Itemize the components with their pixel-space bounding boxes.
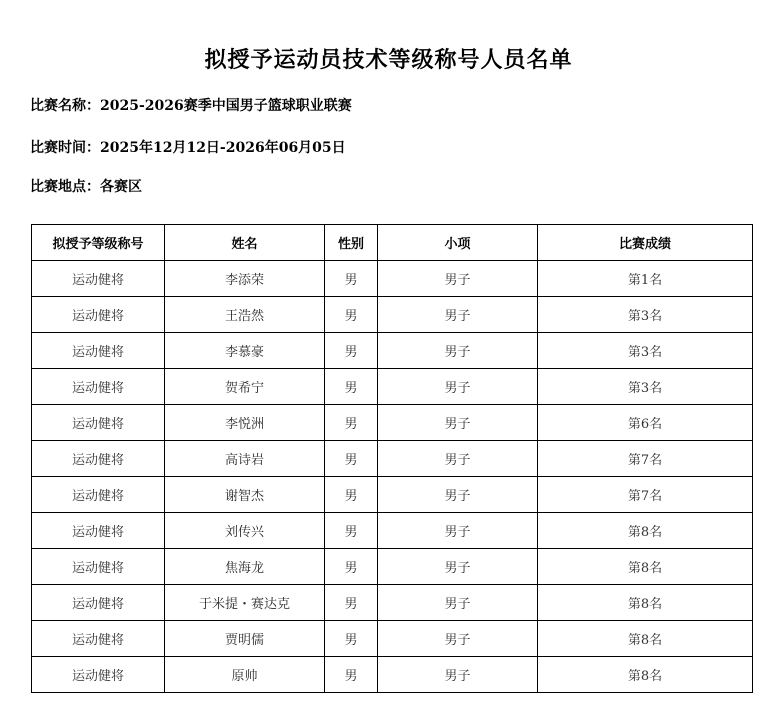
table-row: [32, 405, 753, 441]
cell-result: 第8名: [538, 513, 753, 549]
cell-event: 男子: [378, 513, 538, 549]
table-header-row: [32, 225, 753, 261]
cell-result: 第3名: [538, 333, 753, 369]
table-row: [32, 333, 753, 369]
table-row: [32, 621, 753, 657]
competition-name-value: 2025-2026赛季中国男子篮球职业联赛: [100, 98, 352, 114]
cell-level: 运动健将: [32, 549, 165, 585]
table-row: [32, 297, 753, 333]
cell-level: 运动健将: [32, 261, 165, 297]
cell-level: 运动健将: [32, 333, 165, 369]
cell-result: 第7名: [538, 441, 753, 477]
cell-event: 男子: [378, 261, 538, 297]
cell-event: 男子: [378, 621, 538, 657]
cell-level: 运动健将: [32, 477, 165, 513]
cell-name: 原帅: [165, 657, 325, 693]
cell-level: 运动健将: [32, 405, 165, 441]
cell-result: 第1名: [538, 261, 753, 297]
cell-name: 贾明儒: [165, 621, 325, 657]
cell-gender: 男: [325, 261, 378, 297]
cell-result: 第3名: [538, 297, 753, 333]
cell-result: 第8名: [538, 657, 753, 693]
cell-event: 男子: [378, 369, 538, 405]
table-row: [32, 657, 753, 693]
competition-time-value: 2025年12月12日-2026年06月05日: [100, 140, 346, 156]
cell-level: 运动健将: [32, 657, 165, 693]
header-gender: 性别: [325, 225, 378, 261]
table-row: [32, 261, 753, 297]
cell-gender: 男: [325, 333, 378, 369]
cell-result: 第8名: [538, 549, 753, 585]
cell-gender: 男: [325, 369, 378, 405]
page-title: 拟授予运动员技术等级称号人员名单: [204, 48, 573, 73]
table-row: [32, 477, 753, 513]
table-row: [32, 513, 753, 549]
cell-gender: 男: [325, 405, 378, 441]
cell-level: 运动健将: [32, 513, 165, 549]
competition-time-line: [30, 138, 346, 158]
cell-name: 谢智杰: [165, 477, 325, 513]
header-name: 姓名: [165, 225, 325, 261]
header-event: 小项: [378, 225, 538, 261]
cell-name: 李添荣: [165, 261, 325, 297]
cell-level: 运动健将: [32, 441, 165, 477]
cell-gender: 男: [325, 585, 378, 621]
competition-venue-line: [30, 177, 142, 197]
cell-level: 运动健将: [32, 369, 165, 405]
cell-name: 高诗岩: [165, 441, 325, 477]
cell-level: 运动健将: [32, 585, 165, 621]
cell-name: 于米提・赛达克: [165, 585, 325, 621]
cell-result: 第7名: [538, 477, 753, 513]
cell-result: 第8名: [538, 621, 753, 657]
competition-time-label: 比赛时间：: [30, 140, 100, 156]
cell-result: 第6名: [538, 405, 753, 441]
cell-result: 第3名: [538, 369, 753, 405]
table-row: [32, 369, 753, 405]
cell-event: 男子: [378, 441, 538, 477]
table-row: [32, 549, 753, 585]
header-result: 比赛成绩: [538, 225, 753, 261]
cell-result: 第8名: [538, 585, 753, 621]
cell-event: 男子: [378, 549, 538, 585]
cell-level: 运动健将: [32, 297, 165, 333]
cell-event: 男子: [378, 477, 538, 513]
cell-gender: 男: [325, 297, 378, 333]
table-body: [32, 261, 753, 693]
cell-event: 男子: [378, 297, 538, 333]
cell-name: 焦海龙: [165, 549, 325, 585]
cell-name: 王浩然: [165, 297, 325, 333]
table-row: [32, 441, 753, 477]
cell-gender: 男: [325, 477, 378, 513]
cell-name: 李悦洲: [165, 405, 325, 441]
cell-level: 运动健将: [32, 621, 165, 657]
athlete-roster-table: [31, 224, 753, 693]
competition-venue-label: 比赛地点：: [30, 179, 100, 195]
competition-name-label: 比赛名称：: [30, 98, 100, 114]
table-row: [32, 585, 753, 621]
cell-name: 李慕豪: [165, 333, 325, 369]
cell-gender: 男: [325, 657, 378, 693]
competition-name-line: [30, 96, 352, 116]
cell-gender: 男: [325, 549, 378, 585]
cell-gender: 男: [325, 621, 378, 657]
cell-gender: 男: [325, 513, 378, 549]
header-level: 拟授予等级称号: [32, 225, 165, 261]
cell-name: 贺希宁: [165, 369, 325, 405]
cell-event: 男子: [378, 333, 538, 369]
competition-venue-value: 各赛区: [100, 179, 142, 195]
cell-gender: 男: [325, 441, 378, 477]
cell-name: 刘传兴: [165, 513, 325, 549]
cell-event: 男子: [378, 405, 538, 441]
cell-event: 男子: [378, 585, 538, 621]
cell-event: 男子: [378, 657, 538, 693]
